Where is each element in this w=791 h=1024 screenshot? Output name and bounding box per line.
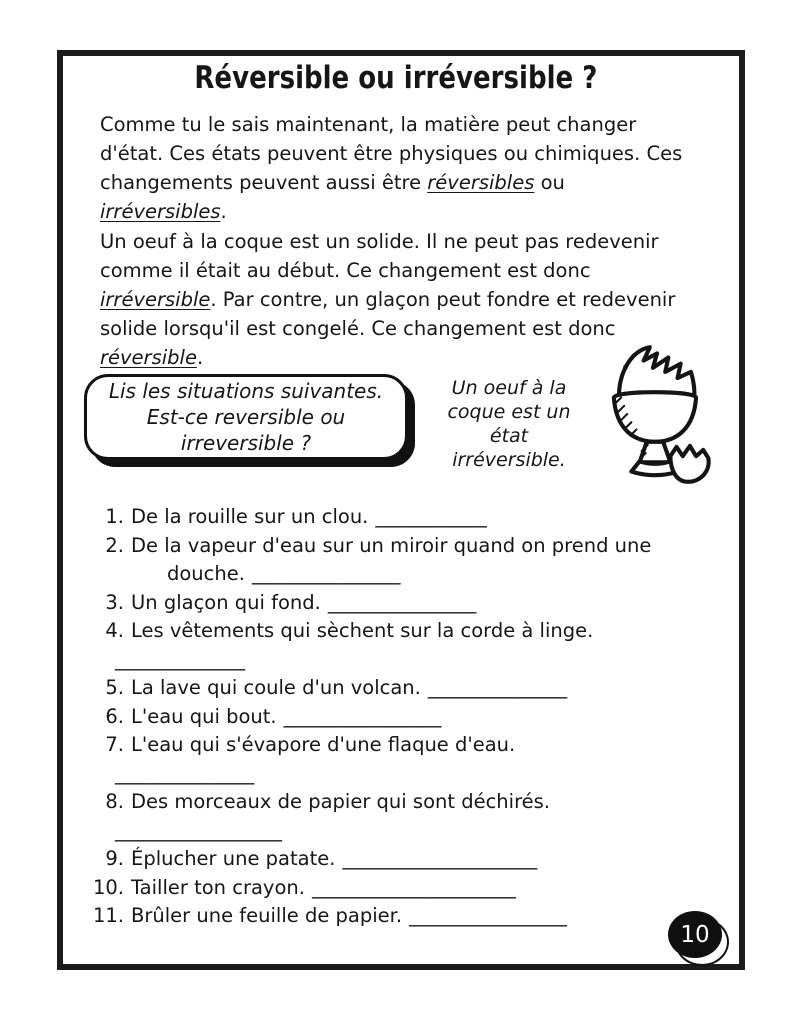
example-text: Un oeuf à la coque est un solide. Il ne peut pas redevenir comme il était au début. Ce changement est donc [100, 230, 659, 282]
list-item [84, 589, 709, 618]
item-text: De la vapeur d'eau sur un miroir quand on prend une [131, 533, 652, 557]
keyword-irreversibles: irréversibles [100, 200, 221, 223]
cracked-egg-icon [592, 338, 720, 488]
item-number: 11. [92, 904, 124, 927]
list-item [84, 845, 709, 874]
item-text-continued: douche. [167, 562, 245, 585]
list-item [84, 731, 709, 788]
item-text: L'eau qui bout. [131, 704, 277, 728]
answer-blank: _________________ [283, 704, 441, 728]
keyword-reversibles: réversibles [427, 171, 535, 194]
keyword-irreversible: irréversible [100, 288, 211, 311]
item-text: Tailler ton crayon. [131, 875, 305, 899]
answer-blank: ______________________ [311, 875, 516, 899]
page-number-badge [668, 911, 730, 967]
list-item [84, 788, 709, 845]
item-text: Brûler une feuille de papier. [131, 904, 403, 927]
instructions-bubble [84, 374, 408, 460]
item-number: 1. [105, 505, 124, 528]
list-item [84, 874, 709, 903]
item-text: Les vêtements qui sèchent sur la corde à linge. [131, 619, 594, 642]
list-item [84, 617, 709, 674]
bubble-line-1: Lis les situations suivantes. [108, 379, 384, 403]
item-number: 8. [105, 790, 124, 813]
item-text: Un glaçon qui fond. [131, 590, 321, 614]
list-item [84, 674, 709, 703]
answer-blank: _________________ [409, 904, 567, 927]
answer-blank: ________________ [251, 562, 400, 585]
bubble-line-2: Est-ce reversible ou [146, 405, 346, 429]
item-text: Des morceaux de papier qui sont déchirés. [131, 790, 551, 813]
item-text: Éplucher une patate. [131, 847, 336, 870]
item-number: 6. [105, 704, 124, 728]
answer-blank: ______________ [115, 647, 245, 671]
egg-example-paragraph: Un oeuf à la coque est un solide. Il ne peut pas redevenir comme il était au début. Ce changement est donc irréversible. Par contre, un glaçon peut fondre et redevenir solide lorsqu'il est congelé. Ce changement est donc réversible. [100, 230, 676, 369]
item-number: 2. [105, 533, 124, 557]
item-number: 10. [92, 875, 124, 899]
list-item [84, 902, 709, 931]
answer-blank: ____________ [375, 505, 487, 528]
item-text: De la rouille sur un clou. [131, 505, 369, 528]
egg-caption: Un oeuf à la coque est un état irréversible. [447, 377, 571, 471]
item-number: 5. [105, 676, 124, 699]
egg-cup-illustration [592, 338, 720, 492]
bubble-line-3: irreversible ? [180, 431, 312, 455]
item-number: 4. [105, 619, 124, 642]
intro-text: Comme tu le sais maintenant, la matière peut changer d'état. Ces états peuvent être physiques ou chimiques. Ces changements peuvent aussi être [100, 113, 683, 194]
keyword-reversible: réversible [100, 346, 197, 369]
item-text: La lave qui coule d'un volcan. [131, 676, 421, 699]
intro-paragraph: Comme tu le sais maintenant, la matière peut changer d'état. Ces états peuvent être physiques ou chimiques. Ces changements peuvent aussi être réversibles ou irréversibles. [100, 113, 683, 223]
answer-blank: _____________________ [342, 847, 537, 870]
answer-blank: _______________ [115, 761, 254, 785]
list-item [84, 503, 709, 532]
answer-blank: __________________ [115, 818, 282, 842]
answer-blank: _______________ [427, 676, 567, 699]
list-item [84, 703, 709, 732]
page-title: Réversible ou irréversible ? [194, 60, 597, 96]
page-number: 10 [668, 911, 722, 958]
item-number: 3. [105, 590, 124, 614]
list-item [84, 532, 709, 589]
item-number: 9. [105, 847, 124, 870]
item-number: 7. [105, 733, 124, 756]
item-text: L'eau qui s'évapore d'une flaque d'eau. [131, 733, 516, 756]
worksheet-list [84, 503, 709, 931]
answer-blank: ________________ [327, 590, 476, 614]
